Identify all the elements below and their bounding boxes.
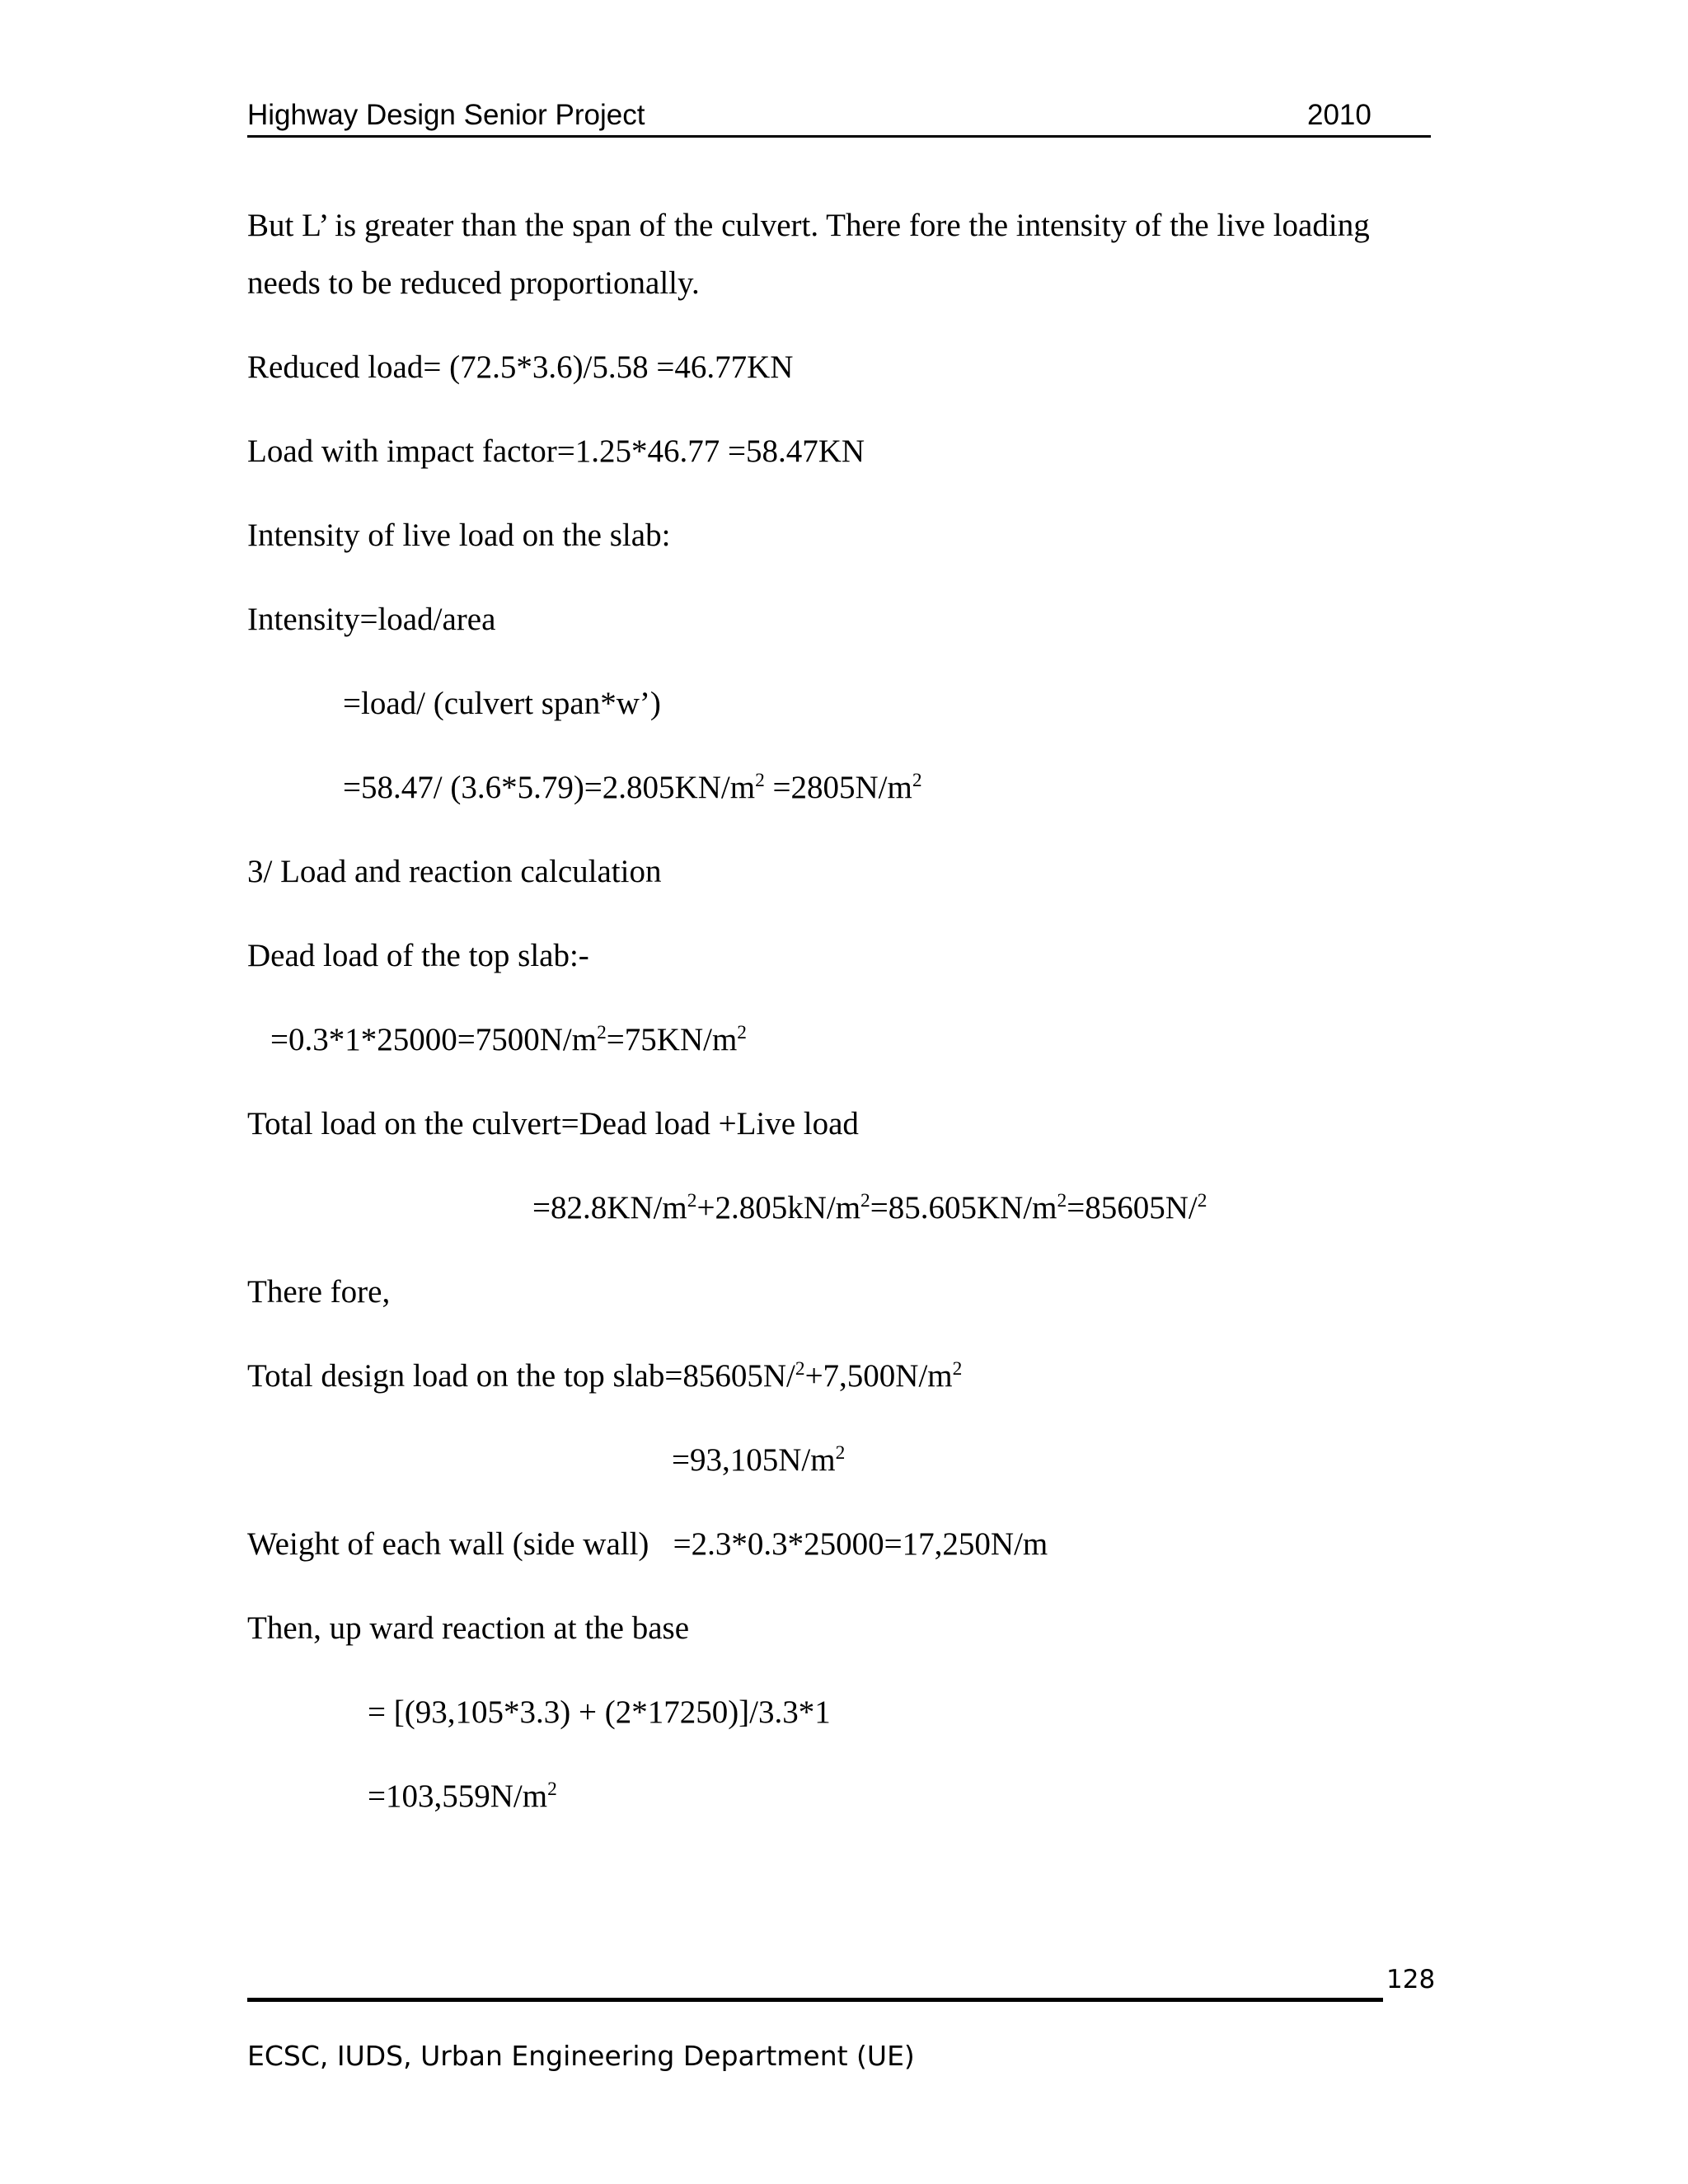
superscript: 2: [1197, 1190, 1207, 1212]
reduced-load-line: Reduced load= (72.5*3.6)/5.58 =46.77KN: [247, 349, 794, 385]
superscript: 2: [1057, 1190, 1067, 1212]
superscript: 2: [737, 1022, 747, 1043]
design-load-a: Total design load on the top slab=85605N/: [247, 1358, 795, 1394]
intensity-heading: Intensity of live load on the slab:: [247, 518, 671, 553]
design-load-value-line: [672, 1441, 845, 1480]
therefore-line: There fore,: [247, 1274, 391, 1310]
intensity-value-line: [343, 768, 922, 808]
design-load-value: =93,105N/m: [672, 1442, 836, 1478]
design-load-b: +7,500N/m: [804, 1358, 953, 1394]
intensity-value-b: =2805N/m: [764, 770, 912, 805]
dead-load-value-a: =0.3*1*25000=7500N/m: [270, 1022, 598, 1057]
total-load-value-a: =82.8KN/m: [532, 1190, 687, 1226]
superscript: 2: [835, 1442, 846, 1464]
total-load-value-c: =85.605KN/m: [870, 1190, 1057, 1226]
paragraph-line: But L’ is greater than the span of the culvert. There fore the intensity of the live loading: [247, 208, 1370, 243]
superscript: 2: [795, 1358, 805, 1380]
upward-reaction-formula: = [(93,105*3.3) + (2*17250)]/3.3*1: [368, 1694, 831, 1730]
header-year: 2010: [1307, 99, 1372, 131]
impact-load-line: Load with impact factor=1.25*46.77 =58.47KN: [247, 434, 865, 469]
upward-reaction-heading: Then, up ward reaction at the base: [247, 1610, 690, 1646]
intensity-formula-2: =load/ (culvert span*w’): [343, 686, 661, 721]
superscript: 2: [912, 770, 922, 791]
page-number: 128: [1386, 1965, 1436, 1994]
superscript: 2: [597, 1022, 607, 1043]
total-load-value-d: =85605N/: [1067, 1190, 1198, 1226]
dead-load-heading: Dead load of the top slab:-: [247, 938, 589, 973]
superscript: 2: [755, 770, 765, 791]
superscript: 2: [952, 1358, 963, 1380]
superscript: 2: [860, 1190, 870, 1212]
intensity-value-a: =58.47/ (3.6*5.79)=2.805KN/m: [343, 770, 756, 805]
upward-reaction-value-line: [368, 1777, 557, 1816]
upward-reaction-value: =103,559N/m: [368, 1779, 548, 1814]
total-load-heading: Total load on the culvert=Dead load +Live load: [247, 1106, 859, 1141]
dead-load-value-b: =75KN/m: [606, 1022, 738, 1057]
footer-text: ECSC, IUDS, Urban Engineering Department (UE): [247, 2040, 915, 2072]
header-title: Highway Design Senior Project: [247, 99, 645, 131]
section-3-heading: 3/ Load and reaction calculation: [247, 854, 662, 889]
total-load-value-b: +2.805kN/m: [696, 1190, 861, 1226]
superscript: 2: [547, 1779, 557, 1800]
dead-load-value-line: [270, 1020, 747, 1060]
paragraph-line: needs to be reduced proportionally.: [247, 265, 700, 301]
wall-weight-line: Weight of each wall (side wall) =2.3*0.3*25000=17,250N/m: [247, 1526, 1048, 1562]
header-divider: [247, 135, 1431, 138]
superscript: 2: [687, 1190, 697, 1212]
intensity-formula: Intensity=load/area: [247, 602, 496, 637]
design-load-line: [247, 1357, 962, 1396]
total-load-value-line: [532, 1188, 1207, 1228]
footer-divider: [247, 1998, 1383, 2002]
